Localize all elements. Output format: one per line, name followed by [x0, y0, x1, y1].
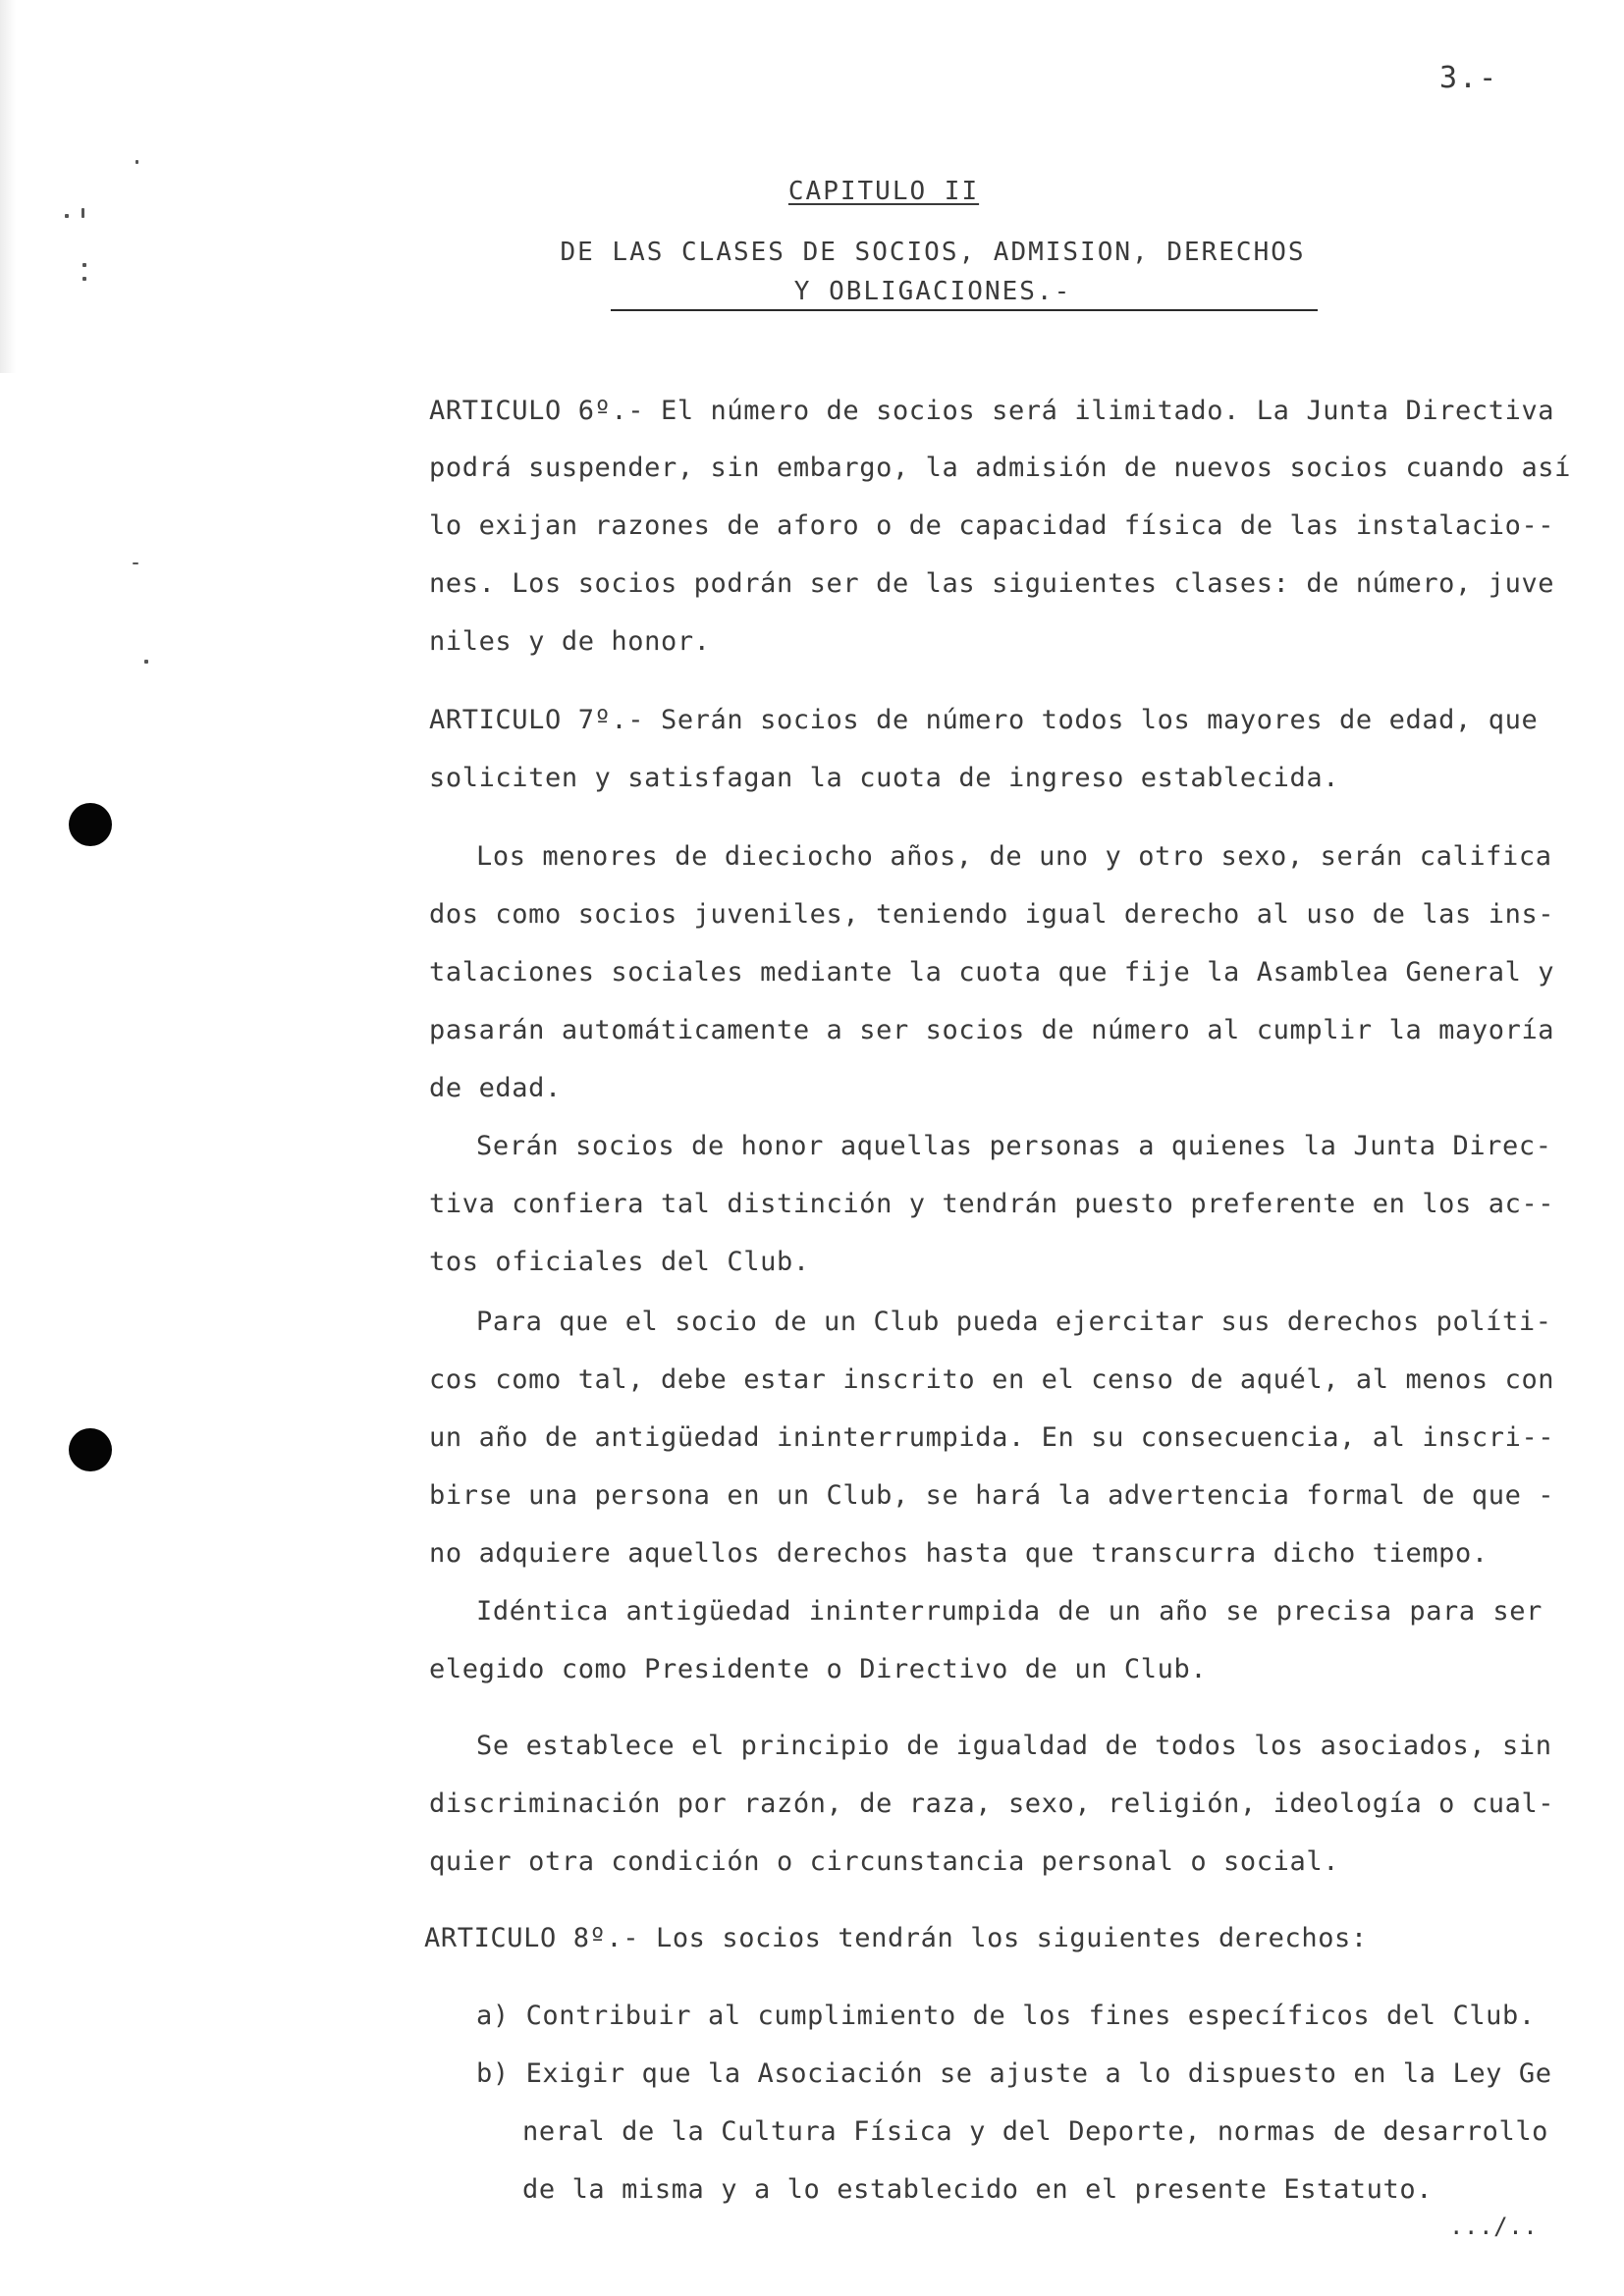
article-8-heading: ARTICULO 8º.- Los socios tendrán los siguientes derechos: [424, 1923, 1368, 1953]
derechos-politicos-line-1: Para que el socio de un Club pueda ejercitar sus derechos políti- [476, 1307, 1552, 1337]
igualdad-line-3: quier otra condición o circunstancia personal o social. [429, 1846, 1340, 1877]
igualdad-line-2: discriminación por razón, de raza, sexo, religión, ideología o cual- [429, 1789, 1555, 1819]
antiguedad-line-1: Idéntica antigüedad ininterrumpida de un año se precisa para ser [476, 1596, 1543, 1627]
article-6-line-4: nes. Los socios podrán ser de las siguientes clases: de número, juve [429, 568, 1555, 599]
derechos-politicos-line-2: cos como tal, debe estar inscrito en el censo de aquél, al menos con [429, 1364, 1555, 1395]
scan-speck [144, 660, 148, 664]
juveniles-line-1: Los menores de dieciocho años, de uno y otro sexo, serán califica [476, 841, 1552, 872]
derecho-b-item-line-2: neral de la Cultura Física y del Deporte, normas de desarrollo [522, 2116, 1549, 2147]
honor-line-1: Serán socios de honor aquellas personas a quienes la Junta Direc- [476, 1131, 1552, 1161]
article-6-line-3: lo exijan razones de aforo o de capacidad física de las instalacio-- [429, 510, 1555, 541]
scan-edge-shadow [0, 0, 16, 373]
juveniles-line-5: de edad. [429, 1073, 562, 1103]
juveniles-line-2: dos como socios juveniles, teniendo igual derecho al uso de las ins- [429, 899, 1555, 930]
article-7-line-2: soliciten y satisfagan la cuota de ingreso establecida. [429, 763, 1340, 793]
article-6-line-1: ARTICULO 6º.- El número de socios será ilimitado. La Junta Directiva [429, 396, 1555, 426]
article-7-line-1: ARTICULO 7º.- Serán socios de número todos los mayores de edad, que [429, 705, 1539, 735]
continuation-mark: .../.. [1449, 2213, 1539, 2240]
antiguedad-line-2: elegido como Presidente o Directivo de un Club. [429, 1654, 1208, 1684]
page-number: 3.- [1439, 61, 1499, 95]
juveniles-line-3: talaciones sociales mediante la cuota que fije la Asamblea General y [429, 957, 1555, 988]
derechos-politicos-line-3: un año de antigüedad ininterrumpida. En su consecuencia, al inscri-- [429, 1422, 1555, 1453]
article-6-line-2: podrá suspender, sin embargo, la admisión de nuevos socios cuando así [429, 453, 1572, 483]
derechos-politicos-line-4: birse una persona en un Club, se hará la advertencia formal de que - [429, 1480, 1555, 1511]
scan-speck [133, 562, 138, 564]
derecho-b-item-line-3: de la misma y a lo establecido en el presente Estatuto. [522, 2174, 1434, 2205]
chapter-subtitle-line2: Y OBLIGACIONES.- [793, 277, 1072, 306]
chapter-title: CAPITULO II [787, 177, 980, 206]
honor-line-2: tiva confiera tal distinción y tendrán puesto preferente en los ac-- [429, 1189, 1555, 1219]
juveniles-line-4: pasarán automáticamente a ser socios de número al cumplir la mayoría [429, 1015, 1555, 1045]
igualdad-line-1: Se establece el principio de igualdad de todos los asociados, sin [476, 1731, 1552, 1761]
scan-speck [81, 208, 84, 218]
punch-hole-top [69, 803, 112, 846]
punch-hole-bottom [69, 1428, 112, 1471]
article-6-line-5: niles y de honor. [429, 626, 711, 657]
title-underline-rule [611, 309, 1318, 311]
scan-speck [65, 214, 69, 218]
scan-speck [135, 160, 138, 164]
derechos-politicos-line-5: no adquiere aquellos derechos hasta que transcurra dicho tiempo. [429, 1538, 1489, 1569]
derecho-a-item: a) Contribuir al cumplimiento de los fines específicos del Club. [476, 2001, 1536, 2031]
scan-speck [82, 263, 86, 267]
chapter-subtitle-line1: DE LAS CLASES DE SOCIOS, ADMISION, DERECHOS [560, 238, 1306, 267]
scan-speck [82, 277, 86, 281]
honor-line-3: tos oficiales del Club. [429, 1247, 810, 1277]
derecho-b-item-line-1: b) Exigir que la Asociación se ajuste a lo dispuesto en la Ley Ge [476, 2058, 1552, 2089]
